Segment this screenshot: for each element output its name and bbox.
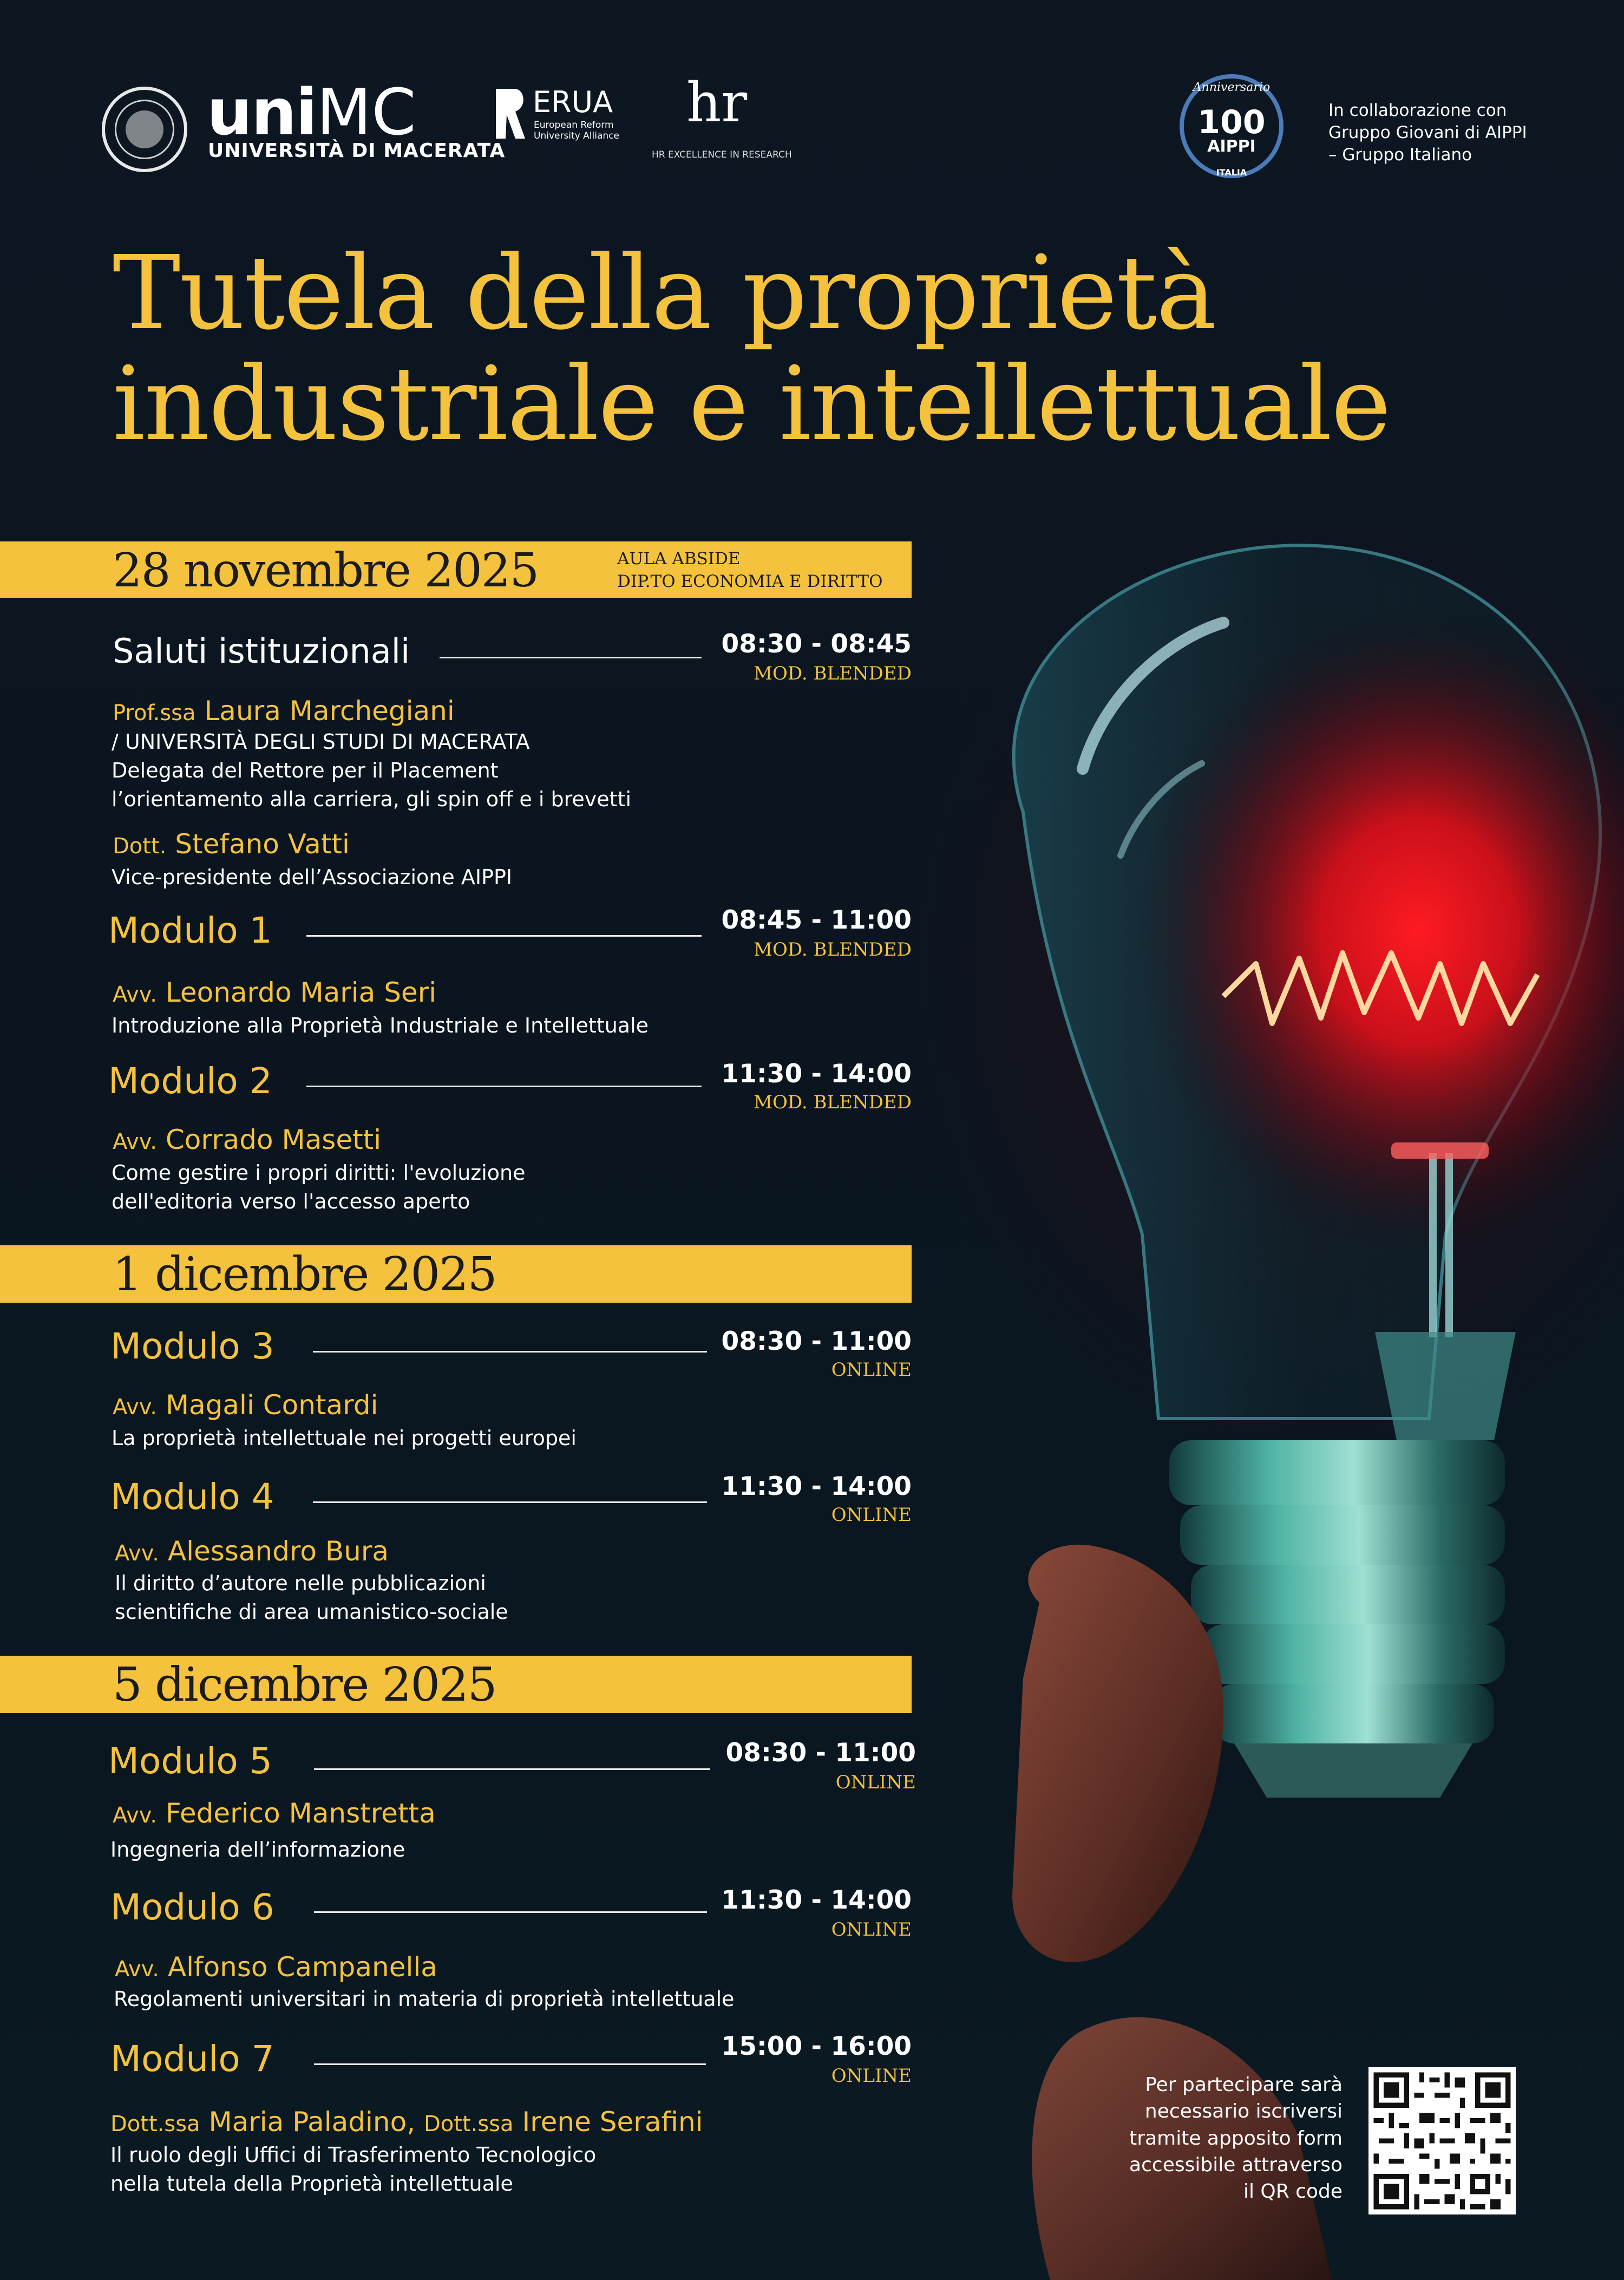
speaker-name: Avv. Alessandro Bura <box>115 1536 389 1567</box>
date-bar-day-1: 28 novembre 2025 AULA ABSIDE DIP.TO ECONOMIA E DIRITTO <box>0 541 912 598</box>
erua-subtitle: European Reform University Alliance <box>534 120 619 141</box>
hr-excellence-logo: hr <box>686 71 748 134</box>
speaker-description: / UNIVERSITÀ DEGLI STUDI DI MACERATA Delegata del Rettore per il Placement l’orientamento alla carriera, gli spin off e i brevetti <box>112 730 632 812</box>
unimc-logo: uniMC <box>207 75 416 149</box>
module-name: Modulo 5 <box>108 1740 272 1782</box>
session-mode: MOD. BLENDED <box>754 1092 912 1113</box>
university-seal-logo <box>102 87 187 172</box>
poster-title: Tutela della proprietà industriale e intellettuale <box>113 234 1391 463</box>
divider <box>306 935 702 937</box>
speaker-description: Ingegneria dell’informazione <box>110 1838 405 1861</box>
module-name: Modulo 4 <box>110 1476 274 1518</box>
divider <box>440 657 702 658</box>
registration-note: Per partecipare sarà necessario iscriversi tramite apposito form accessibile attraverso il QR code <box>1129 2074 1343 2203</box>
session-mode: ONLINE <box>831 1919 912 1941</box>
session-time: 08:30 - 08:45 <box>721 629 912 659</box>
light-bulb-illustration <box>888 487 1624 2280</box>
session-time: 08:45 - 11:00 <box>721 905 912 935</box>
erua-logo-mark <box>494 87 527 141</box>
session-time: 11:30 - 14:00 <box>721 1059 912 1089</box>
session-time: 15:00 - 16:00 <box>721 2031 912 2061</box>
speaker-name: Dott.ssa Maria Paladino, Dott.ssa Irene Serafini <box>110 2106 703 2138</box>
speaker-description: Introduzione alla Proprietà Industriale e Intellettuale <box>112 1014 649 1037</box>
unimc-subtitle: UNIVERSITÀ DI MACERATA <box>208 140 506 162</box>
divider <box>314 1911 707 1913</box>
speaker-name: Avv. Magali Contardi <box>113 1389 378 1421</box>
session-mode: MOD. BLENDED <box>754 939 912 961</box>
speaker-name: Avv. Corrado Masetti <box>113 1124 382 1155</box>
speaker-name: Avv. Federico Manstretta <box>113 1798 436 1829</box>
collaboration-note: In collaborazione con Gruppo Giovani di AIPPI – Gruppo Italiano <box>1328 101 1527 165</box>
qr-code[interactable] <box>1368 2067 1516 2214</box>
module-name: Modulo 2 <box>108 1060 272 1102</box>
divider <box>306 1086 702 1087</box>
module-name: Modulo 7 <box>110 2038 274 2080</box>
divider <box>313 1351 707 1353</box>
speaker-description: Come gestire i propri diritti: l'evoluzione dell'editoria verso l'accesso aperto <box>112 1161 526 1214</box>
aippi-100-anniversary-logo <box>1164 69 1299 183</box>
speaker-name: Prof.ssa Laura Marchegiani <box>113 695 455 727</box>
session-time: 11:30 - 14:00 <box>721 1472 912 1501</box>
session-time: 11:30 - 14:00 <box>721 1885 912 1915</box>
session-name-saluti: Saluti istituzionali <box>113 631 410 671</box>
divider <box>313 1501 707 1503</box>
speaker-description: Il diritto d’autore nelle pubblicazioni scientifiche di area umanistico-sociale <box>115 1571 508 1624</box>
session-mode: ONLINE <box>831 1504 912 1526</box>
date-bar-day-2: 1 dicembre 2025 <box>0 1245 912 1303</box>
session-mode: ONLINE <box>835 1772 916 1793</box>
session-time: 08:30 - 11:00 <box>725 1738 916 1768</box>
speaker-description: Il ruolo degli Uffici di Trasferimento Tecnologico nella tutela della Proprietà intellettuale <box>110 2143 597 2196</box>
svg-text:Anniversario: Anniversario <box>1193 81 1271 94</box>
module-name: Modulo 6 <box>110 1886 274 1928</box>
module-name: Modulo 1 <box>108 910 272 951</box>
speaker-name: Avv. Alfonso Campanella <box>115 1951 437 1983</box>
speaker-description: Regolamenti universitari in materia di proprietà intellettuale <box>114 1987 735 2011</box>
hr-excellence-caption: HR EXCELLENCE IN RESEARCH <box>652 149 792 160</box>
speaker-name: Dott. Stefano Vatti <box>113 828 350 860</box>
session-mode: ONLINE <box>831 1359 912 1381</box>
venue: AULA ABSIDE DIP.TO ECONOMIA E DIRITTO <box>617 549 883 591</box>
session-time: 08:30 - 11:00 <box>721 1327 912 1356</box>
date-bar-day-3: 5 dicembre 2025 <box>0 1656 912 1713</box>
erua-title: ERUA <box>533 85 613 119</box>
speaker-name: Avv. Leonardo Maria Seri <box>113 977 437 1008</box>
divider <box>314 2063 706 2065</box>
module-name: Modulo 3 <box>110 1325 274 1367</box>
session-mode: ONLINE <box>831 2065 912 2087</box>
speaker-description: Vice-presidente dell’Associazione AIPPI <box>112 865 513 889</box>
divider <box>314 1768 710 1770</box>
svg-text:AIPPI: AIPPI <box>1207 137 1256 156</box>
svg-text:ITALIA: ITALIA <box>1216 167 1247 178</box>
speaker-description: La proprietà intellettuale nei progetti europei <box>112 1426 577 1450</box>
svg-text:100: 100 <box>1197 103 1266 141</box>
session-mode: MOD. BLENDED <box>754 663 912 684</box>
